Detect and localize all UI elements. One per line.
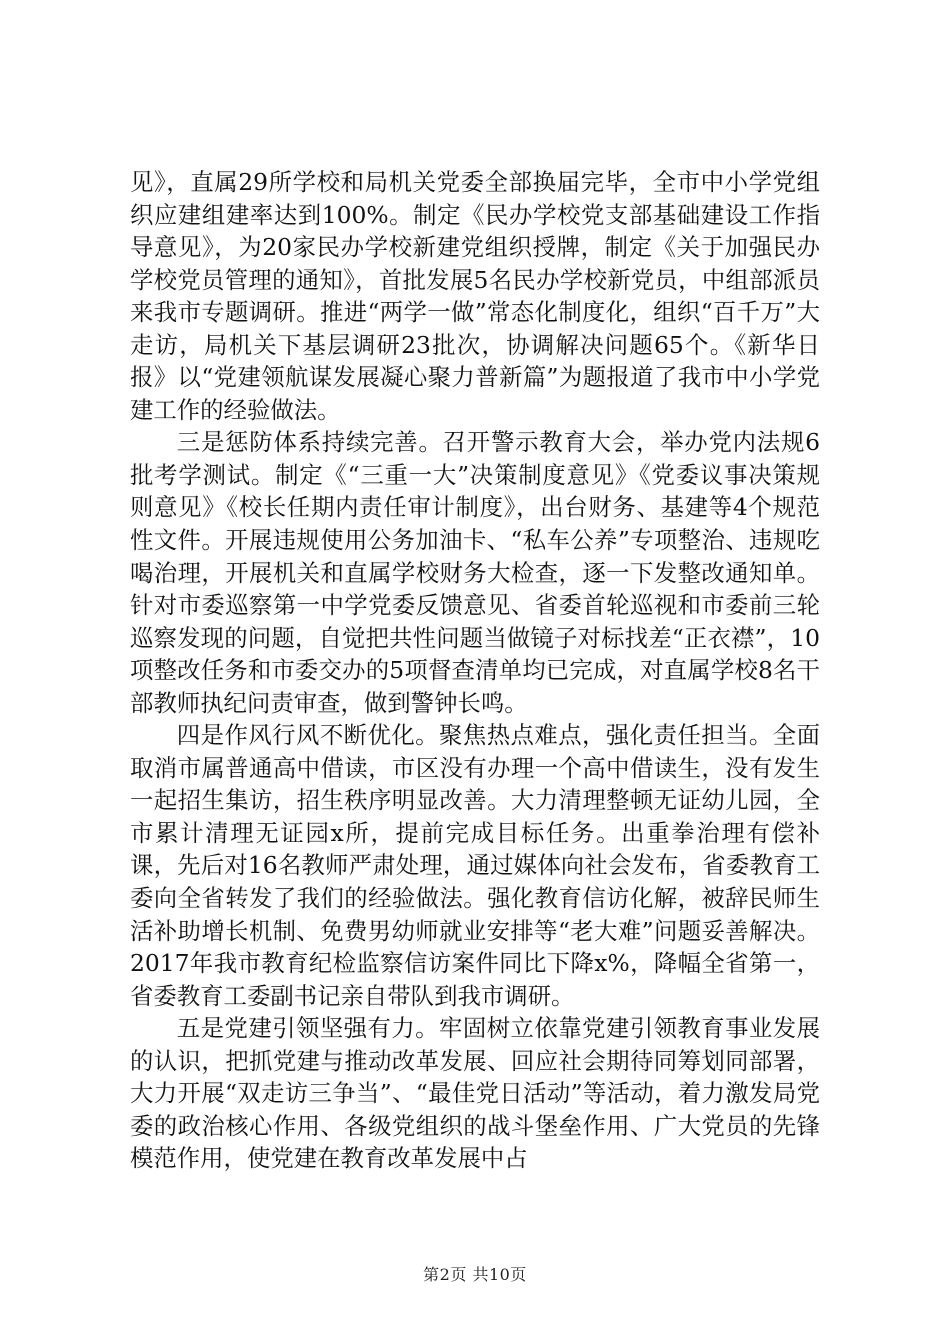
document-body <box>130 166 820 1175</box>
paragraph-1: 见》，直属29所学校和局机关党委全部换届完毕，全市中小学党组织应建组建率达到100%。制定《民办学校党支部基础建设工作指导意见》，为20家民办学校新建党组织授牌，制定《关于加强民办学校党员管理的通知》，首批发展5名民办学校新党员，中组部派员来我市专题调研。推进“两学一做”常态化制度化，组织“百千万”大走访，局机关下基层调研23批次，协调解决问题65个。《新华日报》以“党建领航谋发展凝心聚力普新篇”为题报道了我市中小学党建工作的经验做法。 <box>130 168 820 424</box>
page-number-footer: 第2页 共10页 <box>423 1265 527 1284</box>
paragraph-2: 三是惩防体系持续完善。召开警示教育大会，举办党内法规6批考学测试。制定《“三重一大”决策制度意见》《党委议事决策规则意见》《校长任期内责任审计制度》，出台财务、基建等4个规范性文件。开展违规使用公务加油卡、“私车公养”专项整治、违规吃喝治理，开展机关和直属学校财务大检查，逐一下发整改通知单。针对市委巡察第一中学党委反馈意见、省委首轮巡视和市委前三轮巡察发现的问题，自觉把共性问题当做镜子对标找差“正衣襟”，10项整改任务和市委交办的5项督查清单均已完成，对直属学校8名干部教师执纪问责审查，做到警钟长鸣。 <box>130 428 820 717</box>
paragraph-3: 四是作风行风不断优化。聚焦热点难点，强化责任担当。全面取消市属普通高中借读，市区没有办理一个高中借读生，没有发生一起招生集访，招生秩序明显改善。大力清理整顿无证幼儿园，全市累计清理无证园x所，提前完成目标任务。出重拳治理有偿补课，先后对16名教师严肃处理，通过媒体向社会发布，省委教育工委向全省转发了我们的经验做法。强化教育信访化解，被辞民师生活补助增长机制、免费男幼师就业安排等“老大难”问题妥善解决。2017年我市教育纪检监察信访案件同比下降x%，降幅全省第一，省委教育工委副书记亲自带队到我市调研。 <box>130 721 820 1010</box>
paragraph-4: 五是党建引领坚强有力。牢固树立依靠党建引领教育事业发展的认识，把抓党建与推动改革发展、回应社会期待同筹划同部署，大力开展“双走访三争当”、“最佳党日活动”等活动，着力激发局党委的政治核心作用、各级党组织的战斗堡垒作用、广大党员的先锋模范作用，使党建在教育改革发展中占 <box>130 1014 820 1173</box>
